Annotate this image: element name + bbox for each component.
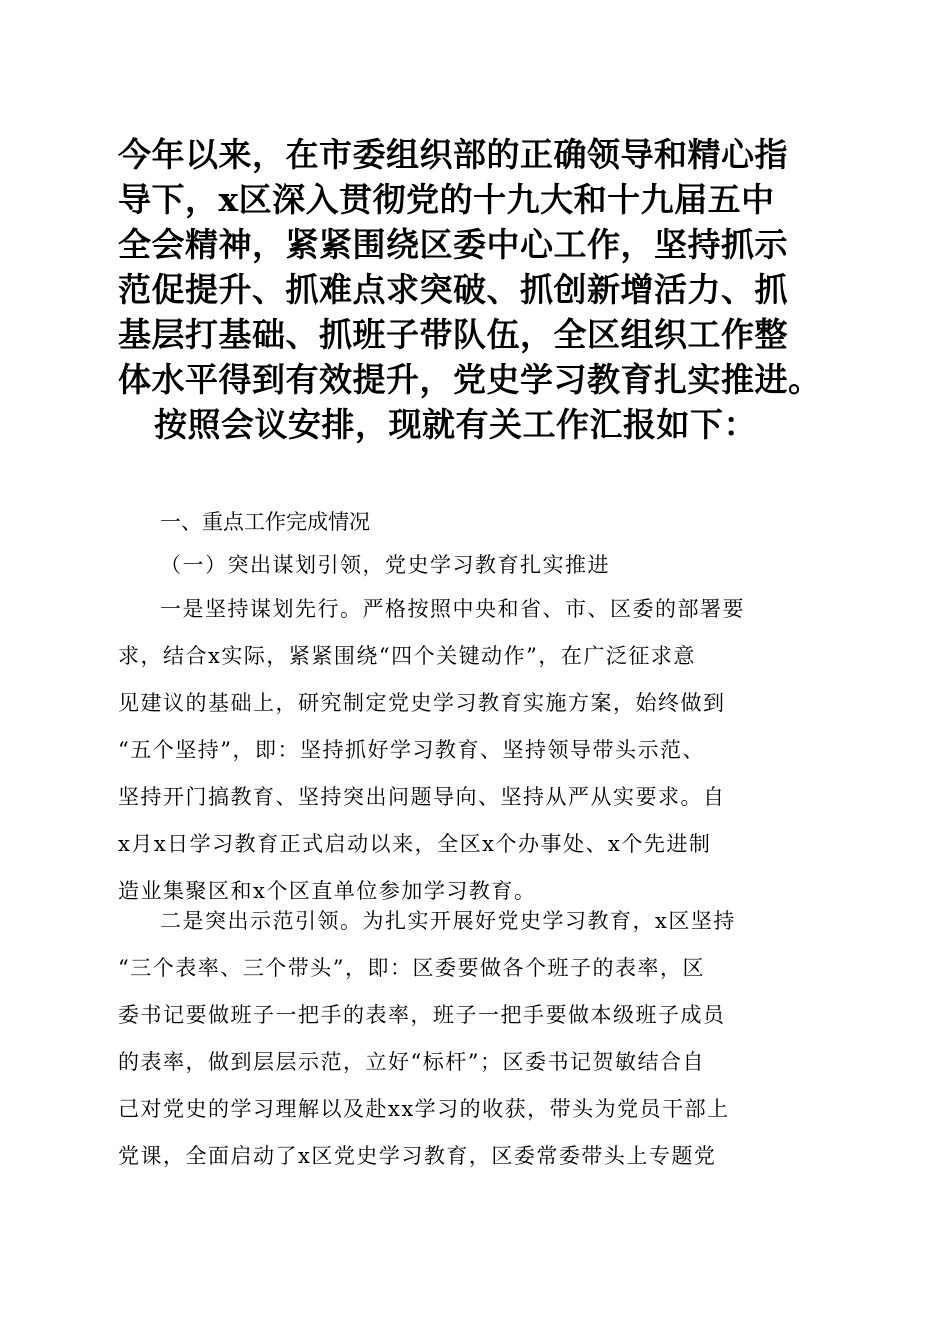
- paragraph-line: 的表率，做到层层示范，立好“标杆”；区委书记贺敏结合自: [118, 1050, 705, 1074]
- intro-paragraph: [118, 132, 838, 447]
- paragraph-line: 一是坚持谋划先行。严格按照中央和省、市、区委的部署要: [160, 597, 745, 621]
- paragraph-line: 二是突出示范引领。为扎实开展好党史学习教育，x区坚持: [160, 909, 736, 933]
- paragraph-line: 见建议的基础上，研究制定党史学习教育实施方案，始终做到: [118, 691, 726, 715]
- intro-line: 导下，x区深入贯彻党的十九大和十九届五中: [118, 180, 775, 219]
- paragraph-line: 委书记要做班子一把手的表率，班子一把手要做本级班子成员: [118, 1003, 726, 1027]
- paragraph-line: “五个坚持”，即：坚持抓好学习教育、坚持领导带头示范、: [118, 738, 705, 762]
- paragraph-line: 求，结合x实际，紧紧围绕“四个关键动作”，在广泛征求意: [118, 644, 696, 668]
- intro-line: 按照会议安排，现就有关工作汇报如下：: [154, 405, 757, 444]
- section-heading: 一、重点工作完成情况: [160, 510, 370, 534]
- paragraph-demonstration: [118, 898, 838, 1180]
- intro-line: 今年以来，在市委组织部的正确领导和精心指: [118, 135, 788, 174]
- paragraph-line: 坚持开门搞教育、坚持突出问题导向、坚持从严从实要求。自: [118, 785, 726, 809]
- intro-line: 范促提升、抓难点求突破、抓创新增活力、抓: [118, 270, 788, 309]
- paragraph-line: 己对党史的学习理解以及赴xx学习的收获，带头为党员干部上: [118, 1097, 730, 1121]
- sub-heading: （一）突出谋划引领，党史学习教育扎实推进: [160, 553, 610, 577]
- intro-line: 基层打基础、抓班子带队伍，全区组织工作整: [118, 315, 788, 354]
- intro-line: 全会精神，紧紧围绕区委中心工作，坚持抓示: [118, 225, 788, 264]
- paragraph-line: 造业集聚区和x个区直单位参加学习教育。: [118, 879, 537, 903]
- paragraph-line: x月x日学习教育正式启动以来，全区x个办事处、x个先进制: [118, 832, 712, 856]
- paragraph-line: “三个表率、三个带头”，即：区委要做各个班子的表率，区: [118, 956, 705, 980]
- intro-line: 体水平得到有效提升，党史学习教育扎实推进。: [118, 360, 822, 399]
- paragraph-planning: [118, 586, 838, 915]
- paragraph-line: 党课，全面启动了x区党史学习教育，区委常委带头上专题党: [118, 1144, 717, 1168]
